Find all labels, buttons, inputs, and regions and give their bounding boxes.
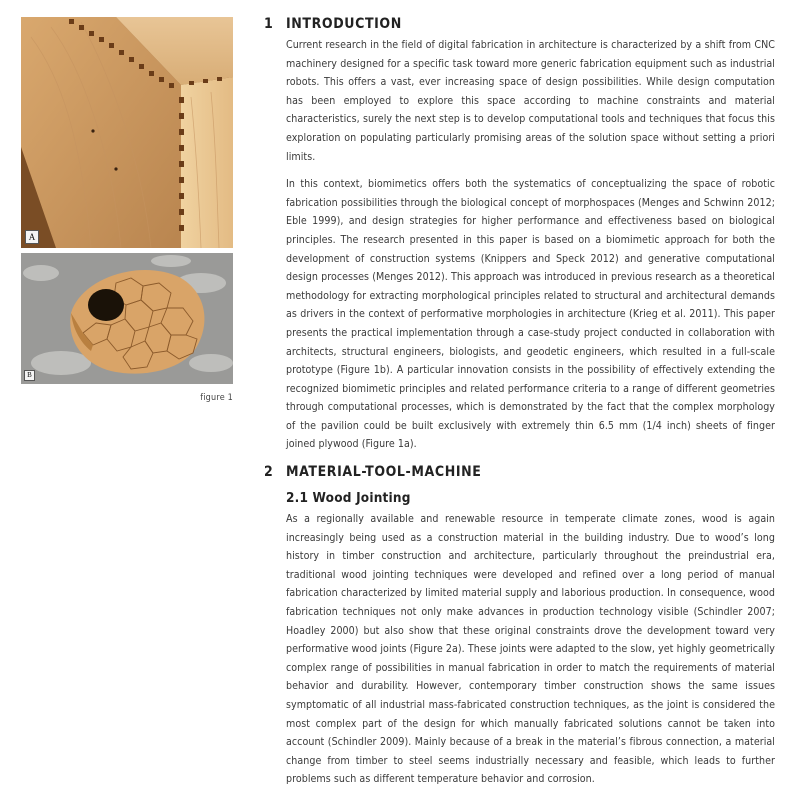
figure-column [21, 17, 233, 403]
section-title: INTRODUCTION [286, 16, 402, 32]
section-heading-introduction [264, 14, 775, 34]
section-title: MATERIAL-TOOL-MACHINE [286, 464, 482, 481]
finger-joint-closeup-image [21, 17, 233, 248]
figure-caption: figure 1 [200, 393, 233, 403]
main-text-column [264, 14, 775, 789]
subsection-heading-wood-jointing: 2.1 Wood Jointing [286, 490, 411, 507]
panel-b-label: B [24, 370, 35, 381]
figure-1b-photo [21, 253, 233, 384]
paragraph: Current research in the field of digital fabrication in architecture is characterized by a shift from CNC machinery designed for a specific task toward more generic fabrication equipment such as industrial robots. This offers a vast, ever increasing space of design possibilities. While design computation has been employed to explore this space according to machine constraints and material characteristics, surely the next step is to develop computational tools and techniques that focus this exploration on populating particularly promising areas of the solution space without setting a priori limits. [286, 39, 775, 163]
section-2-body [264, 487, 775, 789]
paragraph: As a regionally available and renewable resource in temperate climate zones, wood is again increasingly being used as a construction material in the building industry. Due to wood’s long history in timber construction and architecture, particularly throughout the preindustrial era, traditional wood jointing techniques were developed and refined over a long period of manual fabrication characterized by limited material supply and laborious production. In consequence, wood fabrication techniques not only make advances in production technology visible (Schindler 2007; Hoadley 2000) but also show that these original constraints drove the development toward very performative wood joints (Figure 2a). These joints were adapted to the slow, yet highly geometrically complex range of possibilities in manual fabrication in order to match the requirements of material behavior and durability. However, contemporary timber construction shows the same issues symptomatic of all industrial mass-fabricated construction techniques, as the joint is considered the most complex part of the design for which manually fabricated solutions cannot be taken into account (Schindler 2009). Mainly because of a break in the material’s fibrous connection, a material change from timber to steel seems industrially necessary and feasible, which leads to further problems such as different temperature behavior and corrosion. [286, 513, 775, 786]
section-number: 2 [264, 464, 274, 481]
section-heading-material-tool-machine [264, 462, 775, 482]
figure-1a-photo [21, 17, 233, 248]
paragraph: In this context, biomimetics offers both the systematics of conceptualizing the space of robotic fabrication possibilities through the biological concept of morphospaces (Menges and Schwinn 2012; Eble 1999), and design strategies for higher performance and effectiveness based on biological principles. The research presented in this paper is based on a biomimetic approach for both the development of construction systems (Knippers and Speck 2012) and generative computational design processes (Menges 2012). This approach was introduced in previous research as a theoretical methodology for extracting morphological principles related to structural and architectural demands as drivers in the context of performative morphologies in architecture (Krieg et al. 2011). This paper presents the practical implementation through a case-study project conducted in collaboration with architects, structural engineers, biologists, and geodetic engineers, which resulted in a full-scale prototype (Figure 1b). A particular innovation consists in the possibility of effectively extending the recognized biomimetic principles and related performance criteria to a range of different geometries through computational processes, which is demonstrated by the fact that the complex morphology of the pavilion could be built exclusively with extremely thin 6.5 mm (1/4 inch) sheets of finger joined plywood (Figure 1a). [286, 178, 775, 451]
section-1-body [264, 36, 775, 454]
pavilion-prototype-image [21, 253, 233, 384]
panel-a-label: A [25, 230, 39, 244]
section-number: 1 [264, 16, 274, 32]
